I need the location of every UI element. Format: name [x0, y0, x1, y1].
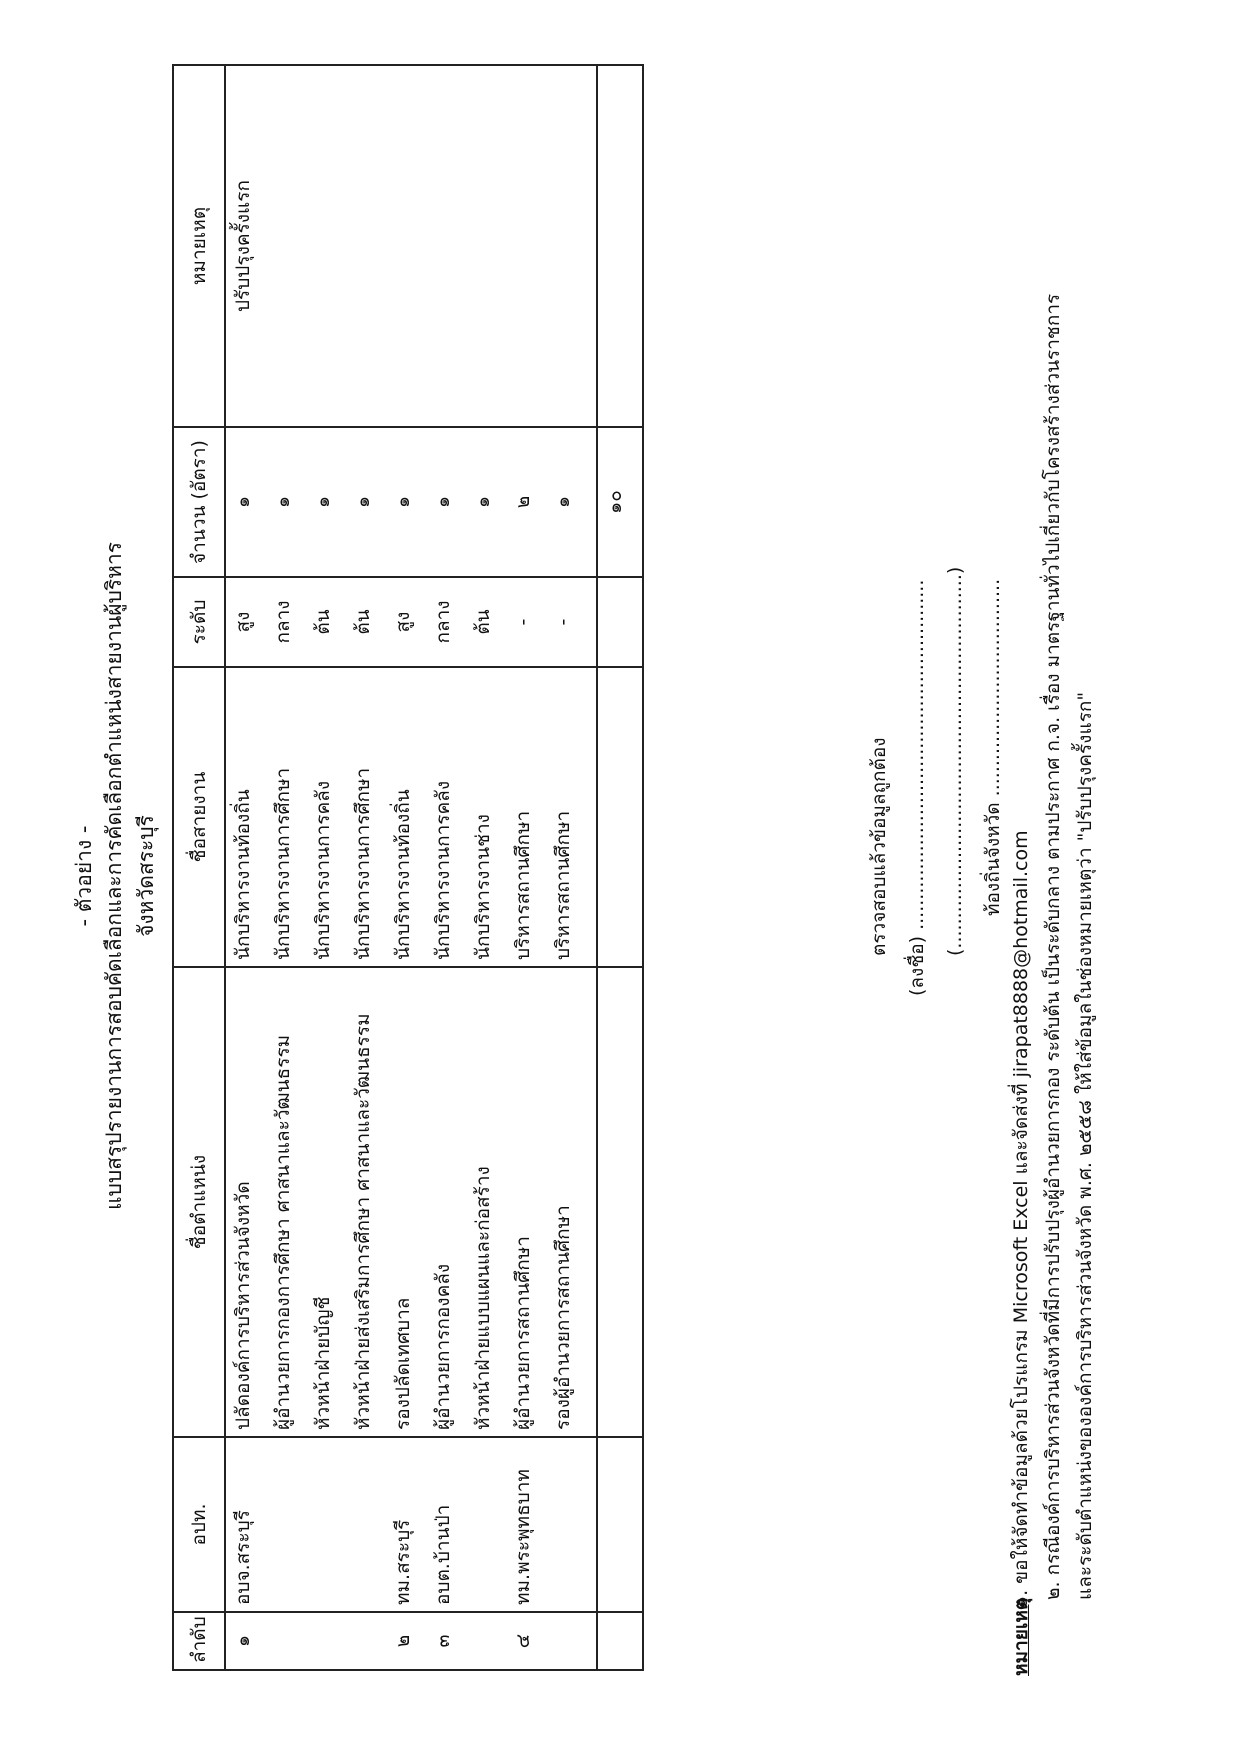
cell-count: ๑ — [386, 427, 426, 577]
province-title: จังหวัดสระบุรี — [134, 815, 158, 937]
cell-line: นักบริหารงานการคลัง — [306, 667, 346, 967]
cell-no: ๔ — [506, 1612, 546, 1670]
table-row — [466, 65, 506, 1670]
cell-level: ต้น — [346, 577, 386, 667]
cell-org — [466, 1437, 506, 1612]
note-line-1: ๑. ขอให้จัดทำข้อมูลด้วยโปรแกรม Microsoft Excel และจัดส่งที่ jirapat8888@hotmail.com — [1010, 830, 1032, 1608]
summary-table — [172, 64, 644, 1671]
cell-position: หัวหน้าฝ่ายบัญชี — [306, 967, 346, 1437]
cell-position: รองปลัดเทศบาล — [386, 967, 426, 1437]
name-line: (..............................................................) — [944, 566, 966, 956]
cell-line: นักบริหารงานการคลัง — [426, 667, 466, 967]
table-row — [386, 65, 426, 1670]
cell-count: ๑ — [546, 427, 586, 577]
cell-count: ๑ — [306, 427, 346, 577]
cell-no: ๒ — [386, 1612, 426, 1670]
example-label: - ตัวอย่าง - — [72, 825, 96, 927]
cell-level: สูง — [225, 577, 266, 667]
col-remark: หมายเหตุ — [173, 65, 225, 427]
cell-org — [306, 1437, 346, 1612]
cell-level: ต้น — [466, 577, 506, 667]
cell-line: บริหารสถานศึกษา — [506, 667, 546, 967]
cell-no — [306, 1612, 346, 1670]
table-total-row — [597, 65, 643, 1670]
cell-remark — [426, 65, 466, 427]
cell-remark — [346, 65, 386, 427]
cell-level: กลาง — [266, 577, 306, 667]
table-row — [426, 65, 466, 1670]
cell-org: อบจ.สระบุรี — [225, 1437, 266, 1612]
table-row — [346, 65, 386, 1670]
cell-no — [346, 1612, 386, 1670]
cell-count: ๑ — [466, 427, 506, 577]
signature-block — [860, 436, 1012, 996]
table-row — [506, 65, 546, 1670]
cell-org — [546, 1437, 586, 1612]
cell-remark — [466, 65, 506, 427]
cell-line: บริหารสถานศึกษา — [546, 667, 586, 967]
cell-no — [466, 1612, 506, 1670]
col-level: ระดับ — [173, 577, 225, 667]
cell-level: สูง — [386, 577, 426, 667]
cell-position: ผู้อำนวยการกองการศึกษา ศาสนาและวัฒนธรรม — [266, 967, 306, 1437]
cell-line: นักบริหารงานท้องถิ่น — [386, 667, 426, 967]
cell-no: ๑ — [225, 1612, 266, 1670]
cell-remark — [546, 65, 586, 427]
table-row — [266, 65, 306, 1670]
table-row — [225, 65, 266, 1670]
notes-label: หมายเหตุ — [1010, 1597, 1032, 1676]
cell-remark — [266, 65, 306, 427]
col-no: ลำดับ — [173, 1612, 225, 1670]
sign-line: (ลงชื่อ) .......................................................... — [906, 579, 928, 996]
col-org: อปท. — [173, 1437, 225, 1612]
cell-count: ๑ — [225, 427, 266, 577]
cell-count: ๑ — [346, 427, 386, 577]
cell-remark: ปรับปรุงครั้งแรก — [225, 65, 266, 427]
cell-level: - — [506, 577, 546, 667]
note-line-2: ๒. กรณีองค์การบริหารส่วนจังหวัดที่มีการปรับปรุงผู้อำนวยการกอง ระดับต้น เป็นระดับกลาง ตามประกาศ ก.จ. เรื่อง มาตรฐานทั่วไปเกี่ยวกับโครงสร้างส่วนราชการ — [1042, 293, 1064, 1600]
cell-position: ปลัดองค์การบริหารส่วนจังหวัด — [225, 967, 266, 1437]
table-row — [546, 65, 586, 1670]
verified-text: ตรวจสอบแล้วข้อมูลถูกต้อง — [868, 737, 890, 956]
cell-line: นักบริหารงานท้องถิ่น — [225, 667, 266, 967]
cell-count: ๑ — [266, 427, 306, 577]
cell-remark — [386, 65, 426, 427]
cell-no: ๓ — [426, 1612, 466, 1670]
cell-org: ทม.สระบุรี — [386, 1437, 426, 1612]
cell-position: หัวหน้าฝ่ายแบบแผนและก่อสร้าง — [466, 967, 506, 1437]
cell-line: นักบริหารงานการศึกษา — [266, 667, 306, 967]
table-spacer-row — [586, 65, 597, 1670]
document-title: แบบสรุปรายงานการสอบคัดเลือกและการคัดเลือกตำแหน่งสายงานผู้บริหาร — [102, 541, 126, 1211]
col-line: ชื่อสายงาน — [173, 667, 225, 967]
cell-org: ทม.พระพุทธบาท — [506, 1437, 546, 1612]
table-row — [306, 65, 346, 1670]
official-line: ท้องถิ่นจังหวัด .................................... — [982, 578, 1004, 916]
cell-org: อบต.บ้านป่า — [426, 1437, 466, 1612]
cell-org — [266, 1437, 306, 1612]
cell-position: หัวหน้าฝ่ายส่งเสริมการศึกษา ศาสนาและวัฒนธรรม — [346, 967, 386, 1437]
note-line-3: และระดับตำแหน่งขององค์การบริหารส่วนจังหวัด พ.ศ. ๒๕๕๘ ให้ใส่ข้อมูลในช่องหมายเหตุว่า "ปรับปรุงครั้งแรก" — [1074, 691, 1096, 1600]
cell-remark — [306, 65, 346, 427]
cell-line: นักบริหารงานการศึกษา — [346, 667, 386, 967]
cell-count: ๑ — [426, 427, 466, 577]
rotated-document — [40, 36, 1200, 1716]
col-position: ชื่อตำแหน่ง — [173, 967, 225, 1437]
cell-no — [546, 1612, 586, 1670]
cell-remark — [506, 65, 546, 427]
cell-org — [346, 1437, 386, 1612]
cell-no — [266, 1612, 306, 1670]
cell-level: - — [546, 577, 586, 667]
cell-position: ผู้อำนวยการกองคลัง — [426, 967, 466, 1437]
table-header-row — [173, 65, 225, 1670]
cell-position: ผู้อำนวยการสถานศึกษา — [506, 967, 546, 1437]
cell-position: รองผู้อำนวยการสถานศึกษา — [546, 967, 586, 1437]
cell-level: กลาง — [426, 577, 466, 667]
total-count: ๑๐ — [597, 427, 643, 577]
col-count: จำนวน (อัตรา) — [173, 427, 225, 577]
cell-count: ๒ — [506, 427, 546, 577]
cell-line: นักบริหารงานช่าง — [466, 667, 506, 967]
cell-level: ต้น — [306, 577, 346, 667]
notes-section — [1005, 56, 1101, 1676]
